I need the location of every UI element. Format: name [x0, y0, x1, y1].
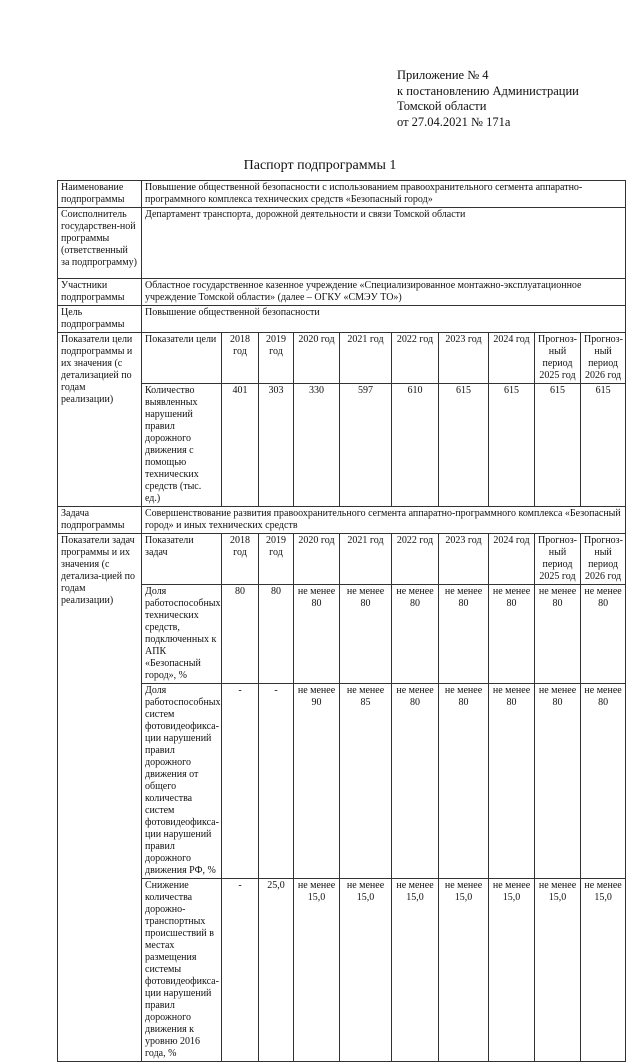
- row-label: Цель подпрограммы: [58, 306, 142, 333]
- indicator-name: Снижение количества дорожно-транспортных происшествий в местах размещения системы фотовидеофикса-ции нарушений правил дорожного движения к уровню 2016 года, %: [142, 879, 222, 1062]
- indicator-value: не менее 80: [294, 585, 340, 684]
- row-name: [58, 181, 626, 208]
- indicator-value: не менее 15,0: [439, 879, 489, 1062]
- task-indicator-row: [58, 684, 626, 879]
- indicator-name: Доля работоспособных технических средств, подключенных к АПК «Безопасный город», %: [142, 585, 222, 684]
- row-value: Департамент транспорта, дорожной деятельности и связи Томской области: [142, 208, 626, 279]
- year-header: 2019 год: [259, 333, 294, 384]
- year-header: 2024 год: [489, 333, 535, 384]
- appendix-line: Томской области: [397, 99, 487, 113]
- indicator-value: не менее 80: [439, 684, 489, 879]
- indicator-value: 303: [259, 384, 294, 507]
- row-label: Показатели цели подпрограммы и их значения (с детализацией по годам реализации): [58, 333, 142, 507]
- year-header: Прогноз-ный период 2026 год: [581, 333, 626, 384]
- indicator-name: Доля работоспособных систем фотовидеофикса-ции нарушений правил дорожного движения от общего количества систем фотовидеофикса-ции нарушений правил дорожного движения РФ, %: [142, 684, 222, 879]
- year-header: 2022 год: [392, 534, 439, 585]
- task-indicator-row: [58, 585, 626, 684]
- indicator-name: Количество выявленных нарушений правил дорожного движения с помощью технических средств (тыс. ед.): [142, 384, 222, 507]
- year-header: 2020 год: [294, 333, 340, 384]
- indicator-value: не менее 80: [581, 684, 626, 879]
- indicator-value: не менее 80: [489, 684, 535, 879]
- row-value: Областное государственное казенное учреждение «Специализированное монтажно-эксплуатационное учреждение Томской области» (далее – ОГКУ «СМЭУ ТО»): [142, 279, 626, 306]
- row-goal: [58, 306, 626, 333]
- indicator-value: -: [222, 684, 259, 879]
- column-header: Показатели задач: [142, 534, 222, 585]
- indicator-value: не менее 85: [340, 684, 392, 879]
- indicator-value: 330: [294, 384, 340, 507]
- row-value: Повышение общественной безопасности с использованием правоохранительного сегмента аппаратно-программного комплекса технических средств «Безопасный город»: [142, 181, 626, 208]
- row-value: Повышение общественной безопасности: [142, 306, 626, 333]
- year-header: 2019 год: [259, 534, 294, 585]
- indicator-value: не менее 80: [340, 585, 392, 684]
- year-header: Прогноз-ный период 2025 год: [535, 534, 581, 585]
- indicator-value: 615: [581, 384, 626, 507]
- column-header: Показатели цели: [142, 333, 222, 384]
- row-coexecutor: [58, 208, 626, 279]
- task-indicators-header: [58, 534, 626, 585]
- indicator-value: не менее 80: [489, 585, 535, 684]
- indicator-value: -: [222, 879, 259, 1062]
- indicator-value: не менее 15,0: [489, 879, 535, 1062]
- indicator-value: не менее 15,0: [340, 879, 392, 1062]
- indicator-value: 610: [392, 384, 439, 507]
- indicator-value: 80: [222, 585, 259, 684]
- appendix-line: Приложение № 4: [397, 68, 489, 82]
- row-label: Участники подпрограммы: [58, 279, 142, 306]
- indicator-value: не менее 15,0: [294, 879, 340, 1062]
- indicator-value: 25,0: [259, 879, 294, 1062]
- row-label: Наименование подпрограммы: [58, 181, 142, 208]
- goal-indicators-header: [58, 333, 626, 384]
- indicator-value: не менее 15,0: [535, 879, 581, 1062]
- row-label: Показатели задач программы и их значения (с детализа-цией по годам реализации): [58, 534, 142, 1062]
- task-indicator-row: [58, 879, 626, 1062]
- appendix-line: к постановлению Администрации: [397, 83, 579, 98]
- year-header: Прогноз-ный период 2025 год: [535, 333, 581, 384]
- year-header: 2024 год: [489, 534, 535, 585]
- indicator-value: не менее 80: [392, 585, 439, 684]
- indicator-value: 615: [535, 384, 581, 507]
- year-header: 2018 год: [222, 534, 259, 585]
- indicator-value: не менее 80: [392, 684, 439, 879]
- page-title: Паспорт подпрограммы 1: [243, 158, 397, 173]
- row-label: Задача подпрограммы: [58, 507, 142, 534]
- year-header: 2022 год: [392, 333, 439, 384]
- indicator-value: 597: [340, 384, 392, 507]
- indicator-value: не менее 80: [535, 585, 581, 684]
- goal-indicator-row: [58, 384, 626, 507]
- year-header: 2021 год: [340, 534, 392, 585]
- year-header: Прогноз-ный период 2026 год: [581, 534, 626, 585]
- indicator-value: не менее 15,0: [581, 879, 626, 1062]
- indicator-value: не менее 90: [294, 684, 340, 879]
- indicator-value: не менее 80: [535, 684, 581, 879]
- appendix-line: от 27.04.2021 № 171а: [397, 114, 511, 129]
- appendix-block: [397, 68, 579, 130]
- indicator-value: не менее 15,0: [392, 879, 439, 1062]
- indicator-value: не менее 80: [439, 585, 489, 684]
- indicator-value: 615: [489, 384, 535, 507]
- row-label: Соисполнитель государствен-ной программы (ответственный за подпрограмму): [58, 208, 142, 279]
- indicator-value: не менее 80: [581, 585, 626, 684]
- row-participants: [58, 279, 626, 306]
- row-value: Совершенствование развития правоохранительного сегмента аппаратно-программного комплекса «Безопасный город» и иных технических средств: [142, 507, 626, 534]
- year-header: 2023 год: [439, 333, 489, 384]
- indicator-value: 80: [259, 585, 294, 684]
- indicator-value: 615: [439, 384, 489, 507]
- year-header: 2018 год: [222, 333, 259, 384]
- indicator-value: 401: [222, 384, 259, 507]
- row-task: [58, 507, 626, 534]
- passport-table: [57, 180, 626, 1062]
- year-header: 2021 год: [340, 333, 392, 384]
- indicator-value: -: [259, 684, 294, 879]
- year-header: 2020 год: [294, 534, 340, 585]
- year-header: 2023 год: [439, 534, 489, 585]
